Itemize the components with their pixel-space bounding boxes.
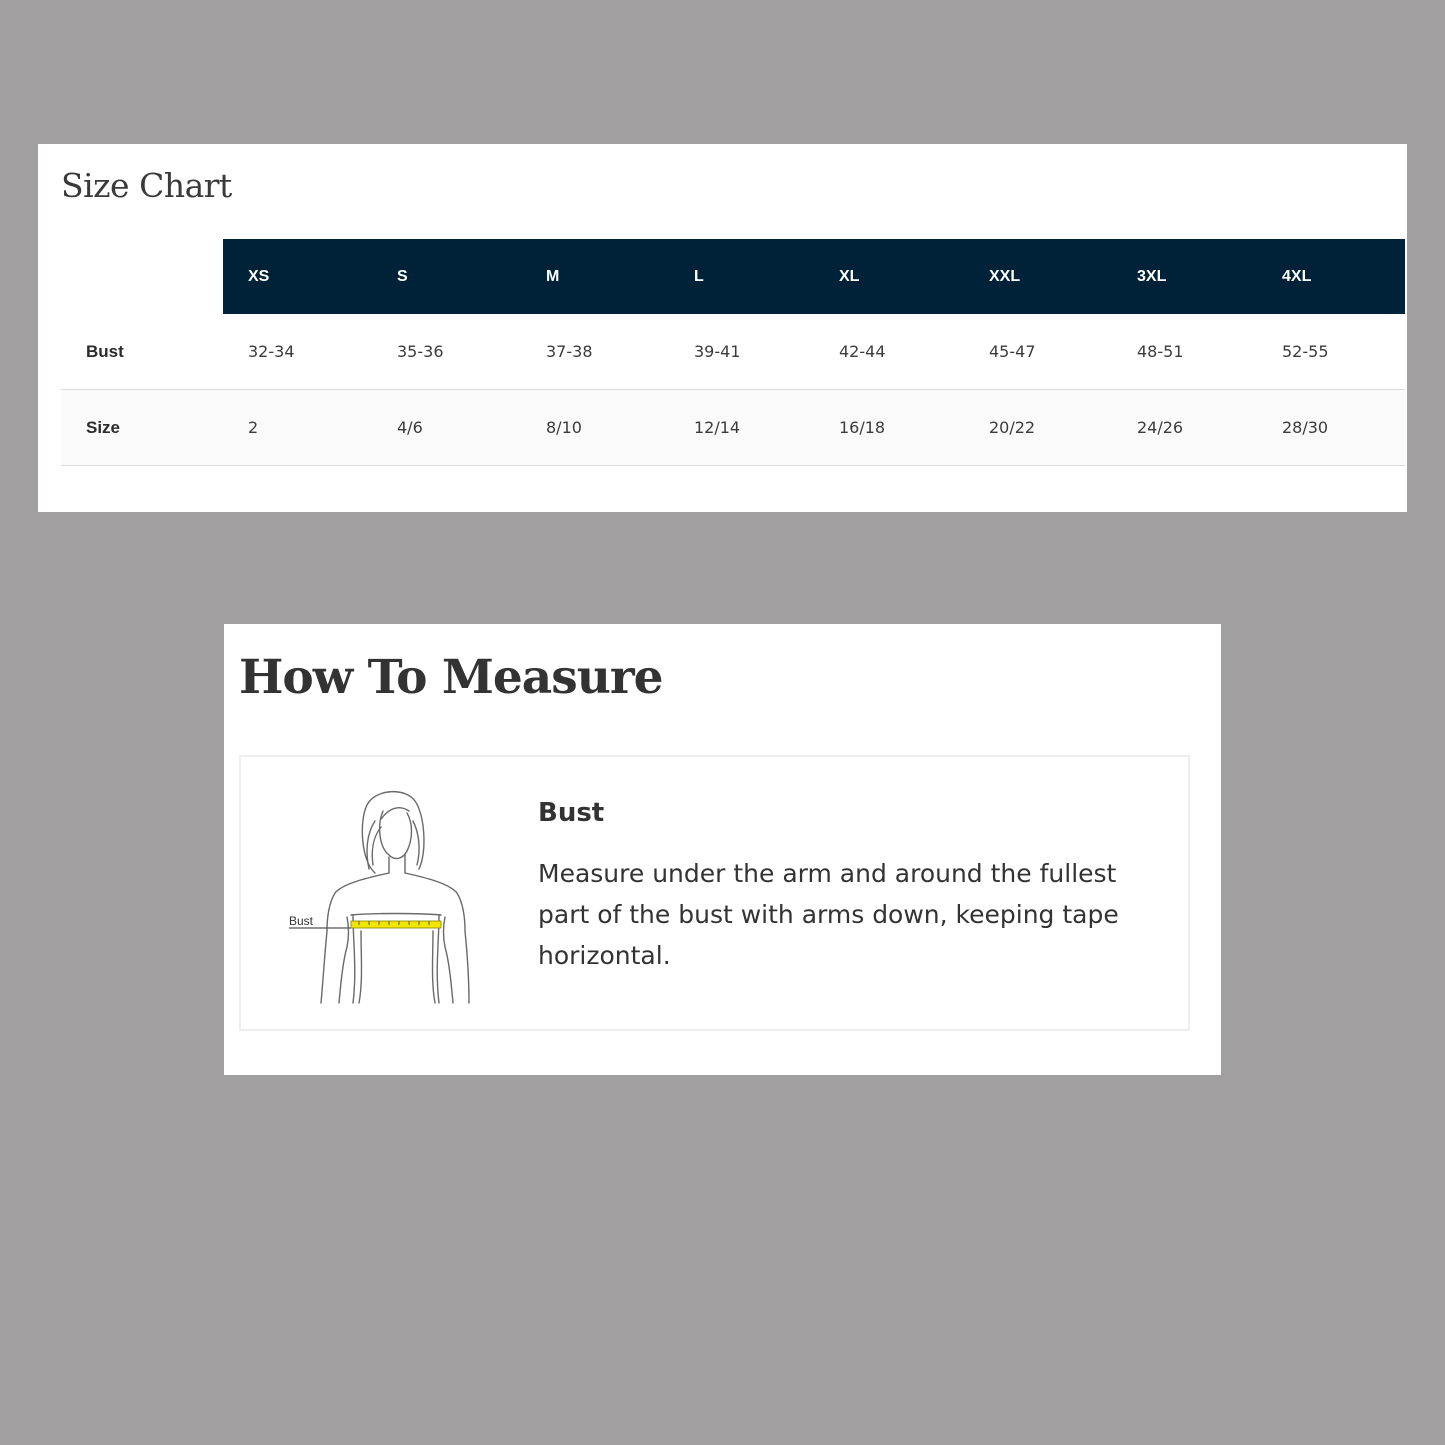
table-cell: 12/14 [669, 390, 814, 466]
table-cell: 16/18 [814, 390, 964, 466]
table-cell: 48-51 [1112, 314, 1257, 390]
size-chart-header [61, 239, 1405, 314]
table-cell: 35-36 [372, 314, 521, 390]
bust-description: Measure under the arm and around the fullest part of the bust with arms down, keeping tape horizontal. [538, 859, 1119, 970]
how-to-measure-card [224, 624, 1221, 1075]
header-size-xs: XS [223, 239, 372, 314]
table-cell: 37-38 [521, 314, 669, 390]
table-cell: 20/22 [964, 390, 1112, 466]
row-label-bust: Bust [61, 314, 223, 390]
header-size-4xl: 4XL [1257, 239, 1405, 314]
size-chart-title: Size Chart [61, 166, 232, 205]
header-row [61, 239, 1405, 314]
table-cell: 39-41 [669, 314, 814, 390]
table-cell: 42-44 [814, 314, 964, 390]
header-size-m: M [521, 239, 669, 314]
header-size-xl: XL [814, 239, 964, 314]
bust-measure-box [239, 755, 1190, 1031]
header-size-3xl: 3XL [1112, 239, 1257, 314]
table-cell: 24/26 [1112, 390, 1257, 466]
table-row-size [61, 390, 1405, 466]
bust-heading: Bust [538, 798, 605, 828]
header-size-xxl: XXL [964, 239, 1112, 314]
bust-illustration [277, 781, 501, 1007]
header-size-s: S [372, 239, 521, 314]
size-chart-card [38, 144, 1407, 512]
table-cell: 52-55 [1257, 314, 1405, 390]
row-label-size: Size [61, 390, 223, 466]
table-cell: 2 [223, 390, 372, 466]
figure-drawing [277, 781, 501, 1007]
table-cell: 45-47 [964, 314, 1112, 390]
table-cell: 32-34 [223, 314, 372, 390]
size-chart-table [61, 239, 1405, 466]
table-cell: 4/6 [372, 390, 521, 466]
table-cell: 28/30 [1257, 390, 1405, 466]
size-chart-body [61, 314, 1405, 466]
header-size-l: L [669, 239, 814, 314]
table-row-bust [61, 314, 1405, 390]
how-to-measure-title: How To Measure [239, 650, 663, 705]
illustration-bust-label: Bust [289, 914, 314, 928]
header-corner-cell [61, 239, 223, 314]
table-cell: 8/10 [521, 390, 669, 466]
